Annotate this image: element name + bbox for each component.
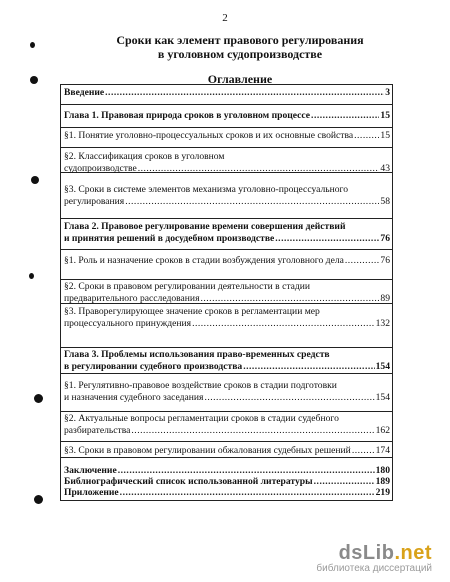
row-divider [61,373,392,374]
toc-entry-ch2-section-3[interactable]: §3. Праворегулирующее значение сроков в регламентации мер процессуального принуждения ..... 132 [64,306,390,330]
scan-hole-mark [30,42,35,48]
scan-hole-mark [29,273,34,279]
row-divider [61,411,392,412]
scan-hole-mark [31,176,39,184]
row-divider [61,441,392,442]
row-divider [61,127,392,128]
row-divider [61,457,392,458]
toc-table [60,84,393,501]
row-divider [61,218,392,219]
row-divider [61,147,392,148]
title-line-1: Сроки как элемент правового регулирования [116,33,364,47]
row-divider [61,347,392,348]
toc-entry-appendix[interactable]: Приложение ..... 219 [64,487,390,499]
toc-entry-ch3-section-1[interactable]: §1. Регулятивно-правовое воздействие сроков в стадии подготовки и назначения судебного заседания ..... 154 [64,380,390,404]
toc-entry-ch1-section-2[interactable]: §2. Классификация сроков в уголовном судопроизводстве ..... 43 [64,151,390,175]
watermark-subtitle: библиотека диссертаций [316,563,432,574]
toc-heading: Оглавление [207,72,273,86]
title-line-2: в уголовном судопроизводстве [157,47,323,61]
row-divider [61,104,392,105]
toc-entry-bibliography[interactable]: Библиографический список использованной литературы ..... 189 [64,476,390,488]
toc-entry-chapter-1[interactable]: Глава 1. Правовая природа сроков в уголовном процессе ..... 15 [64,110,390,122]
toc-entry-intro[interactable]: Введение ..... 3 [64,87,390,99]
toc-entry-conclusion[interactable]: Заключение ..... 180 [64,465,390,477]
row-divider [61,279,392,280]
toc-entry-ch2-section-2[interactable]: §2. Сроки в правовом регулировании деятельности в стадии предварительного расследования ..... 89 [64,281,390,305]
scan-hole-mark [34,495,43,504]
toc-entry-ch3-section-3[interactable]: §3. Сроки в правовом регулировании обжалования судебных решений ..... 174 [64,445,390,457]
scan-hole-mark [34,394,43,403]
watermark [316,542,432,574]
toc-entry-ch1-section-1[interactable]: §1. Понятие уголовно-процессуальных сроков и их основные свойства ..... 15 [64,130,390,142]
toc-entry-chapter-2[interactable]: Глава 2. Правовое регулирование времени совершения действий и принятия решений в досудебном производстве ..... 76 [64,221,390,245]
toc-entry-ch1-section-3[interactable]: §3. Сроки в системе элементов механизма уголовно-процессуального регулирования ..... 58 [64,184,390,208]
document-title [40,33,440,61]
scan-hole-mark [30,76,38,84]
watermark-brand: dsLib.net [338,542,432,564]
page-number: 2 [222,12,228,24]
toc-entry-chapter-3[interactable]: Глава 3. Проблемы использования право-временных средств в регулировании судебного производства ..... 154 [64,349,390,373]
row-divider [61,249,392,250]
toc-entry-ch3-section-2[interactable]: §2. Актуальные вопросы регламентации сроков в стадии судебного разбирательства ..... 162 [64,413,390,437]
toc-entry-ch2-section-1[interactable]: §1. Роль и назначение сроков в стадии возбуждения уголовного дела ..... 76 [64,255,390,267]
